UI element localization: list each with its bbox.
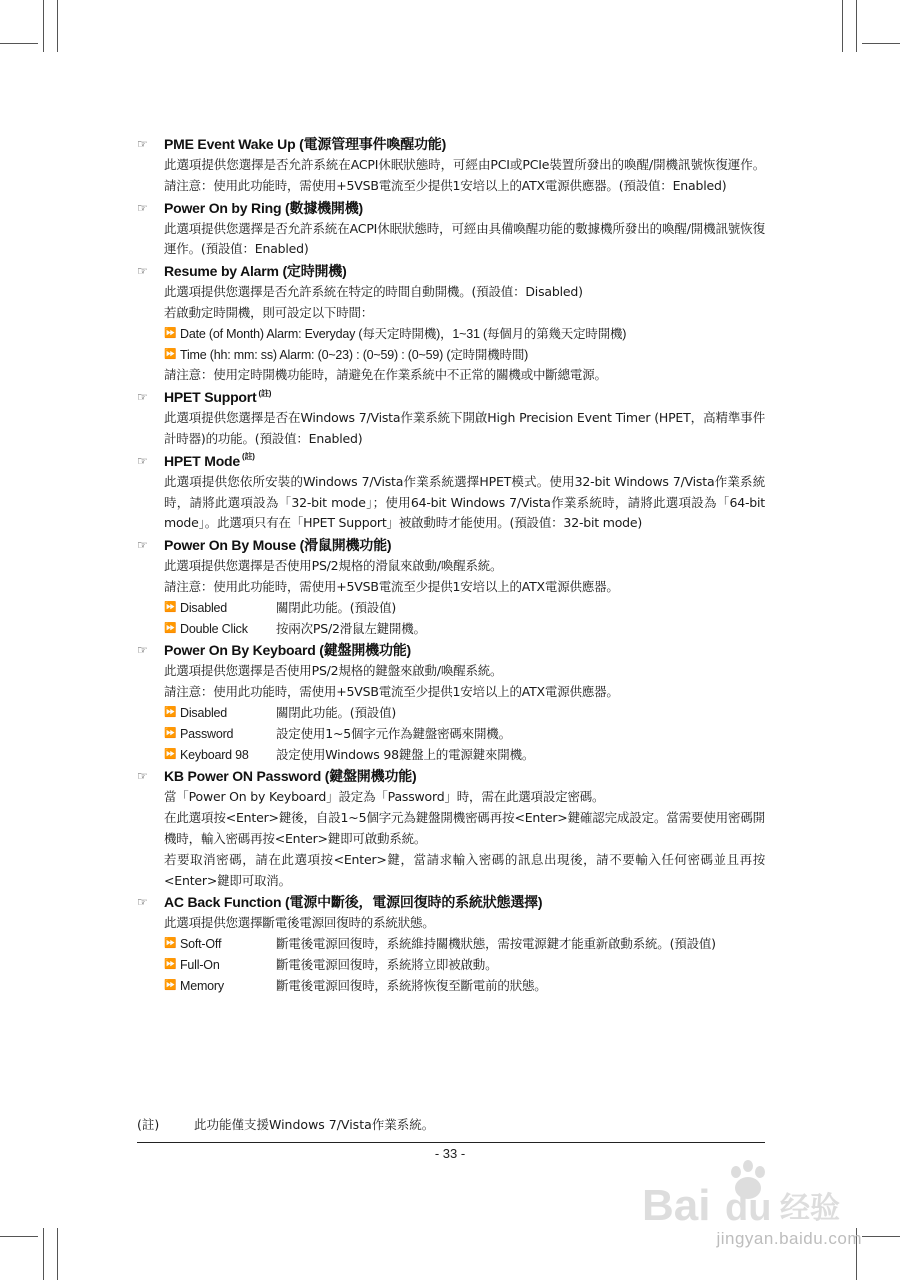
setting-title: [137, 450, 765, 472]
setting-title-text: Power On By Mouse (滑鼠開機功能): [164, 537, 392, 554]
setting-item: [137, 639, 765, 765]
svg-text:du: du: [725, 1187, 772, 1229]
double-arrow-icon: ⏩: [164, 748, 177, 760]
pointing-hand-icon: ☞: [137, 390, 148, 405]
crop-mark: [862, 1236, 900, 1237]
option-row: [164, 619, 765, 640]
setting-title-text: HPET Mode: [164, 452, 240, 469]
double-arrow-icon: ⏩: [164, 327, 177, 339]
footnote-marker: (註): [258, 388, 272, 398]
setting-description: 此選項提供您選擇是否允許系統在ACPI休眠狀態時，可經由具備喚醒功能的數據機所發出的喚醒/開機訊號恢復運作。(預設值：Enabled): [164, 220, 765, 257]
option-name: Disabled: [180, 600, 228, 615]
crop-mark: [43, 0, 44, 52]
double-arrow-icon: ⏩: [164, 938, 177, 950]
option-name: Disabled: [180, 705, 228, 720]
footnote-label: (註): [137, 1117, 160, 1132]
crop-mark: [0, 1236, 38, 1237]
footnote-marker: (註): [241, 452, 255, 462]
double-arrow-icon: ⏩: [164, 727, 177, 739]
option-description: 斷電後電源回復時，系統維持關機狀態，需按電源鍵才能重新啟動系統。(預設值): [276, 936, 716, 952]
page-number: - 33 -: [434, 1146, 466, 1161]
option-description: 斷電後電源回復時，系統將恢復至斷電前的狀態。: [276, 977, 547, 993]
option-row: [164, 934, 765, 955]
option-description: 斷電後電源回復時，系統將立即被啟動。: [276, 956, 498, 972]
setting-title: [137, 534, 765, 556]
option-row: [164, 955, 765, 976]
option-row: [164, 598, 765, 619]
double-arrow-icon: ⏩: [164, 706, 177, 718]
setting-title: [137, 891, 765, 913]
crop-mark: [57, 0, 58, 52]
setting-description: 此選項提供您選擇是否使用PS/2規格的鍵盤來啟動/喚醒系統。: [164, 663, 503, 679]
option-description: 設定使用1~5個字元作為鍵盤密碼來開機。: [276, 725, 511, 741]
setting-title-text: HPET Support: [164, 389, 257, 406]
svg-text:经验: 经验: [780, 1191, 840, 1226]
option-description: 按兩次PS/2滑鼠左鍵開機。: [276, 620, 426, 636]
setting-title-text: KB Power ON Password (鍵盤開機功能): [164, 768, 417, 785]
crop-mark: [43, 1228, 44, 1280]
pointing-hand-icon: ☞: [137, 264, 148, 279]
setting-description: 請注意：使用此功能時，需使用+5VSB電流至少提供1安培以上的ATX電源供應器。: [164, 578, 619, 594]
option-row: [164, 724, 765, 745]
setting-caution: 請注意：使用定時開機功能時，請避免在作業系統中不正常的關機或中斷總電源。: [164, 367, 607, 383]
option-row: [164, 976, 765, 997]
pointing-hand-icon: ☞: [137, 137, 148, 151]
setting-title-text: PME Event Wake Up (電源管理事件喚醒功能): [164, 136, 447, 152]
option-name: Date (of Month) Alarm: Everyday (每天定時開機)，1~31 (每個月的第幾天定時開機): [180, 326, 627, 341]
double-arrow-icon: ⏩: [164, 348, 177, 360]
footer-rule: [137, 1142, 765, 1143]
option-name: Soft-Off: [180, 937, 222, 952]
option-name: Keyboard 98: [180, 747, 249, 762]
crop-mark: [0, 43, 38, 44]
setting-title: [137, 765, 765, 787]
setting-item: [137, 197, 765, 261]
setting-description: 此選項提供您依所安裝的Windows 7/Vista作業系統選擇HPET模式。使用32-bit Windows 7/Vista作業系統時，請將此選項設為「32-bit mode」；使用64-bit Windows 7/Vista作業系統時，請將此選項設為「64-bit mode」。此選項只有在「HPET Support」被啟動時才能使用。(預設值：32-bit mode): [164, 473, 765, 531]
setting-item: [137, 765, 765, 891]
setting-title-text: Power On By Keyboard (鍵盤開機功能): [164, 642, 412, 659]
setting-item: [137, 386, 765, 450]
setting-title-text: AC Back Function (電源中斷後，電源回復時的系統狀態選擇): [164, 894, 543, 911]
setting-title: [137, 639, 765, 661]
option-name: Full-On: [180, 957, 220, 972]
setting-description: 此選項提供您選擇是否使用PS/2規格的滑鼠來啟動/喚醒系統。: [164, 558, 503, 574]
double-arrow-icon: ⏩: [164, 622, 177, 634]
setting-item: [137, 260, 765, 386]
crop-mark: [862, 43, 900, 44]
option-description: 關閉此功能。(預設值): [276, 704, 397, 720]
setting-title: [137, 260, 765, 282]
setting-title: [137, 386, 765, 408]
double-arrow-icon: ⏩: [164, 979, 177, 991]
option-name: Memory: [180, 978, 224, 993]
setting-description: 若要取消密碼，請在此選項按<Enter>鍵，當請求輸入密碼的訊息出現後，請不要輸入任何密碼並且再按<Enter>鍵即可取消。: [164, 851, 765, 888]
option-description: 設定使用Windows 98鍵盤上的電源鍵來開機。: [276, 746, 535, 762]
setting-description: 此選項提供您選擇是否允許系統在ACPI休眠狀態時，可經由PCI或PCIe裝置所發出的喚醒/開機訊號恢復運作。請注意：使用此功能時，需使用+5VSB電流至少提供1安培以上的ATX電源供應器。(預設值：Enabled): [164, 157, 765, 193]
option-description: 關閉此功能。(預設值): [276, 599, 397, 615]
crop-mark: [842, 0, 843, 52]
option-row: [164, 745, 765, 766]
setting-title-text: Power On by Ring (數據機開機): [164, 199, 363, 216]
setting-description: 請注意：使用此功能時，需使用+5VSB電流至少提供1安培以上的ATX電源供應器。: [164, 684, 619, 700]
option-row: [164, 703, 765, 724]
setting-title-text: Resume by Alarm (定時開機): [164, 263, 347, 280]
option-row: [164, 345, 765, 366]
crop-mark: [57, 1228, 58, 1280]
pointing-hand-icon: ☞: [137, 200, 148, 215]
setting-description: 此選項提供您選擇是否允許系統在特定的時間自動開機。(預設值：Disabled): [164, 284, 583, 300]
crop-mark: [856, 0, 857, 52]
setting-description: 在此選項按<Enter>鍵後，自設1~5個字元為鍵盤開機密碼再按<Enter>鍵確認完成設定。當需要使用密碼開機時，輸入密碼再按<Enter>鍵即可啟動系統。: [164, 810, 765, 846]
option-name: Double Click: [180, 621, 248, 636]
pointing-hand-icon: ☞: [137, 538, 148, 553]
baidu-watermark-logo: [640, 1158, 860, 1238]
footnote-text: 此功能僅支援Windows 7/Vista作業系統。: [194, 1117, 435, 1132]
setting-item: [137, 534, 765, 639]
pointing-hand-icon: ☞: [137, 453, 148, 468]
setting-item: [137, 133, 765, 197]
svg-text:Bai: Bai: [642, 1181, 711, 1230]
setting-title: [137, 133, 765, 155]
setting-title: [137, 197, 765, 219]
setting-description: 此選項提供您選擇斷電後電源回復時的系統狀態。: [164, 915, 435, 931]
double-arrow-icon: ⏩: [164, 958, 177, 970]
pointing-hand-icon: ☞: [137, 643, 148, 658]
pointing-hand-icon: ☞: [137, 769, 148, 784]
watermark-url: jingyan.baidu.com: [716, 1229, 862, 1248]
double-arrow-icon: ⏩: [164, 601, 177, 613]
setting-description: 此選項提供您選擇是否在Windows 7/Vista作業系統下開啟High Precision Event Timer (HPET，高精準事件計時器)的功能。(預設值：Enabled): [164, 410, 765, 446]
option-name: Time (hh: mm: ss) Alarm: (0~23) : (0~59) : (0~59) (定時開機時間): [180, 347, 529, 362]
setting-description: 若啟動定時開機，則可設定以下時間：: [164, 304, 374, 320]
footnote: [137, 1115, 765, 1133]
option-name: Password: [180, 726, 234, 741]
setting-item: [137, 450, 765, 534]
setting-description: 當「Power On by Keyboard」設定為「Password」時，需在此選項設定密碼。: [164, 789, 605, 805]
setting-item: [137, 891, 765, 996]
bios-settings-content: [137, 133, 765, 997]
option-row: [164, 324, 765, 345]
pointing-hand-icon: ☞: [137, 895, 148, 910]
